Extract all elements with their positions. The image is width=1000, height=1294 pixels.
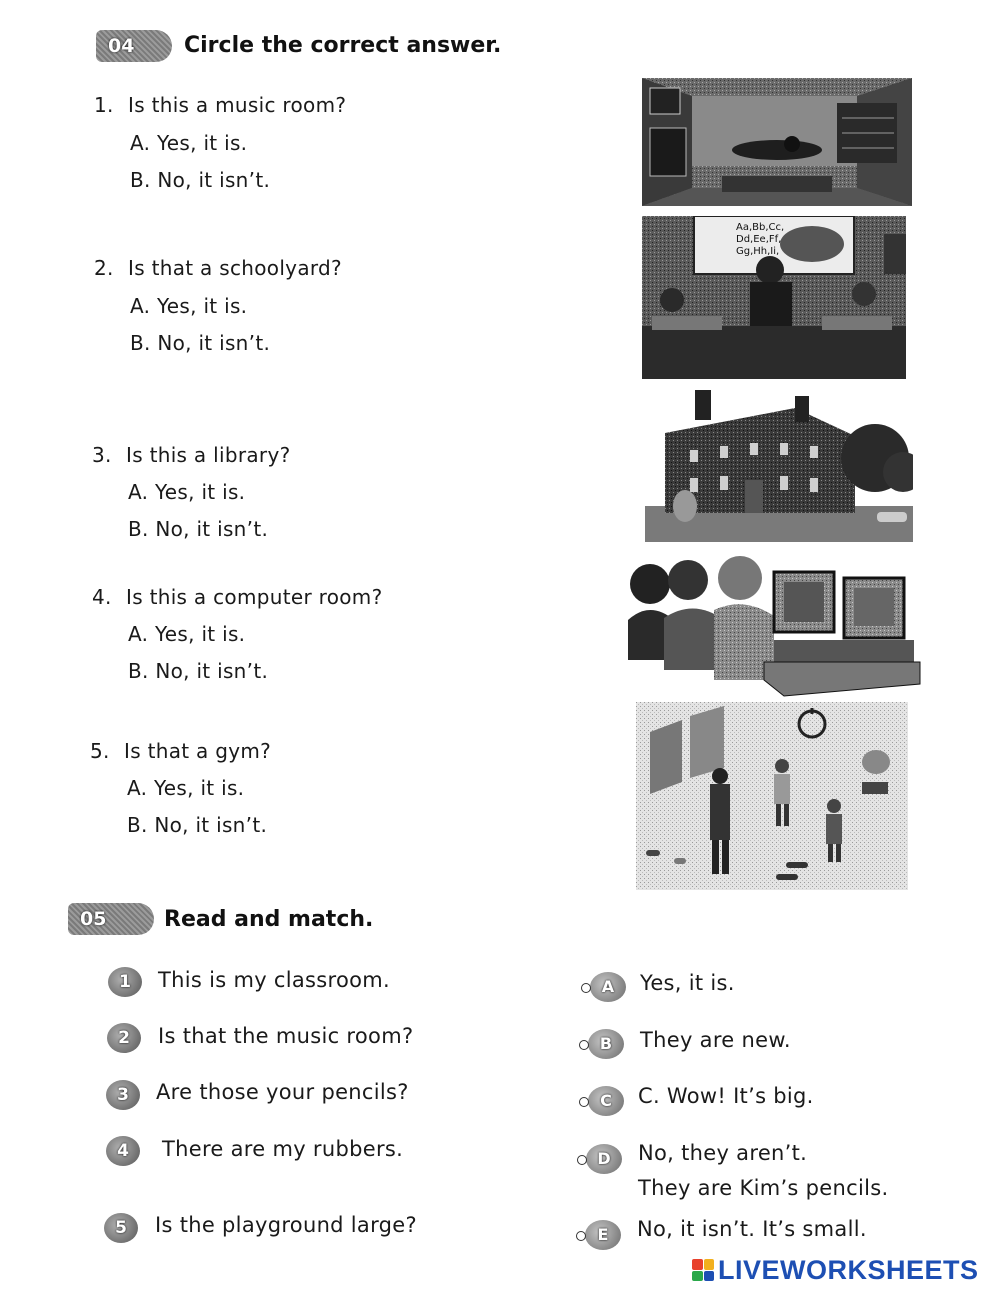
match-letter-d[interactable]: D	[586, 1144, 622, 1174]
match-number-5[interactable]: 5	[104, 1213, 138, 1243]
match-right-b: They are new.	[640, 1028, 791, 1052]
liveworksheets-logo-text: LIVEWORKSHEETS	[718, 1254, 979, 1285]
section-05-badge: 05	[68, 903, 154, 935]
library-building-picture	[645, 388, 913, 542]
question-2-option-b[interactable]: B. No, it isn’t.	[130, 331, 271, 355]
question-2-option-a[interactable]: A. Yes, it is.	[130, 294, 248, 318]
gym-picture	[636, 702, 908, 890]
match-number-2[interactable]: 2	[107, 1023, 141, 1053]
match-right-c: C. Wow! It’s big.	[638, 1084, 814, 1108]
question-4-option-b[interactable]: B. No, it isn’t.	[128, 659, 269, 683]
match-number-1[interactable]: 1	[108, 967, 142, 997]
question-4-option-a[interactable]: A. Yes, it is.	[128, 622, 246, 646]
section-05-title: Read and match.	[164, 907, 374, 932]
question-5: 5. Is that a gym?	[90, 739, 272, 763]
match-number-4[interactable]: 4	[106, 1136, 140, 1166]
question-4: 4. Is this a computer room?	[92, 585, 383, 609]
match-letter-e[interactable]: E	[585, 1220, 621, 1250]
liveworksheets-logo	[692, 1255, 979, 1285]
match-left-4: There are my rubbers.	[162, 1137, 404, 1161]
question-1-option-a[interactable]: A. Yes, it is.	[130, 131, 248, 155]
match-letter-c[interactable]: C	[588, 1086, 624, 1116]
match-left-5: Is the playground large?	[155, 1213, 417, 1237]
match-left-3: Are those your pencils?	[156, 1080, 409, 1104]
section-04-title: Circle the correct answer.	[184, 33, 502, 58]
match-letter-a[interactable]: A	[590, 972, 626, 1002]
match-number-3[interactable]: 3	[106, 1080, 140, 1110]
question-1-option-b[interactable]: B. No, it isn’t.	[130, 168, 271, 192]
computer-room-picture	[624, 550, 924, 698]
question-5-option-b[interactable]: B. No, it isn’t.	[127, 813, 268, 837]
classroom-picture	[642, 216, 906, 379]
board-letters: Aa,Bb,Cc, Dd,Ee,Ff, Gg,Hh,Ii,	[736, 222, 785, 257]
match-left-2: Is that the music room?	[158, 1024, 414, 1048]
question-3: 3. Is this a library?	[92, 443, 291, 467]
question-5-option-a[interactable]: A. Yes, it is.	[127, 776, 245, 800]
match-right-d: No, they aren’t.	[638, 1141, 808, 1165]
match-right-e: No, it isn’t. It’s small.	[637, 1217, 867, 1241]
question-1: 1. Is this a music room?	[94, 93, 347, 117]
match-right-d-line2: They are Kim’s pencils.	[638, 1176, 889, 1200]
match-right-a: Yes, it is.	[640, 971, 735, 995]
section-04-badge: 04	[96, 30, 172, 62]
liveworksheets-logo-icon	[692, 1259, 714, 1281]
question-3-option-a[interactable]: A. Yes, it is.	[128, 480, 246, 504]
question-3-option-b[interactable]: B. No, it isn’t.	[128, 517, 269, 541]
music-room-picture	[642, 78, 912, 206]
match-letter-b[interactable]: B	[588, 1029, 624, 1059]
match-left-1: This is my classroom.	[158, 968, 391, 992]
question-2: 2. Is that a schoolyard?	[94, 256, 342, 280]
